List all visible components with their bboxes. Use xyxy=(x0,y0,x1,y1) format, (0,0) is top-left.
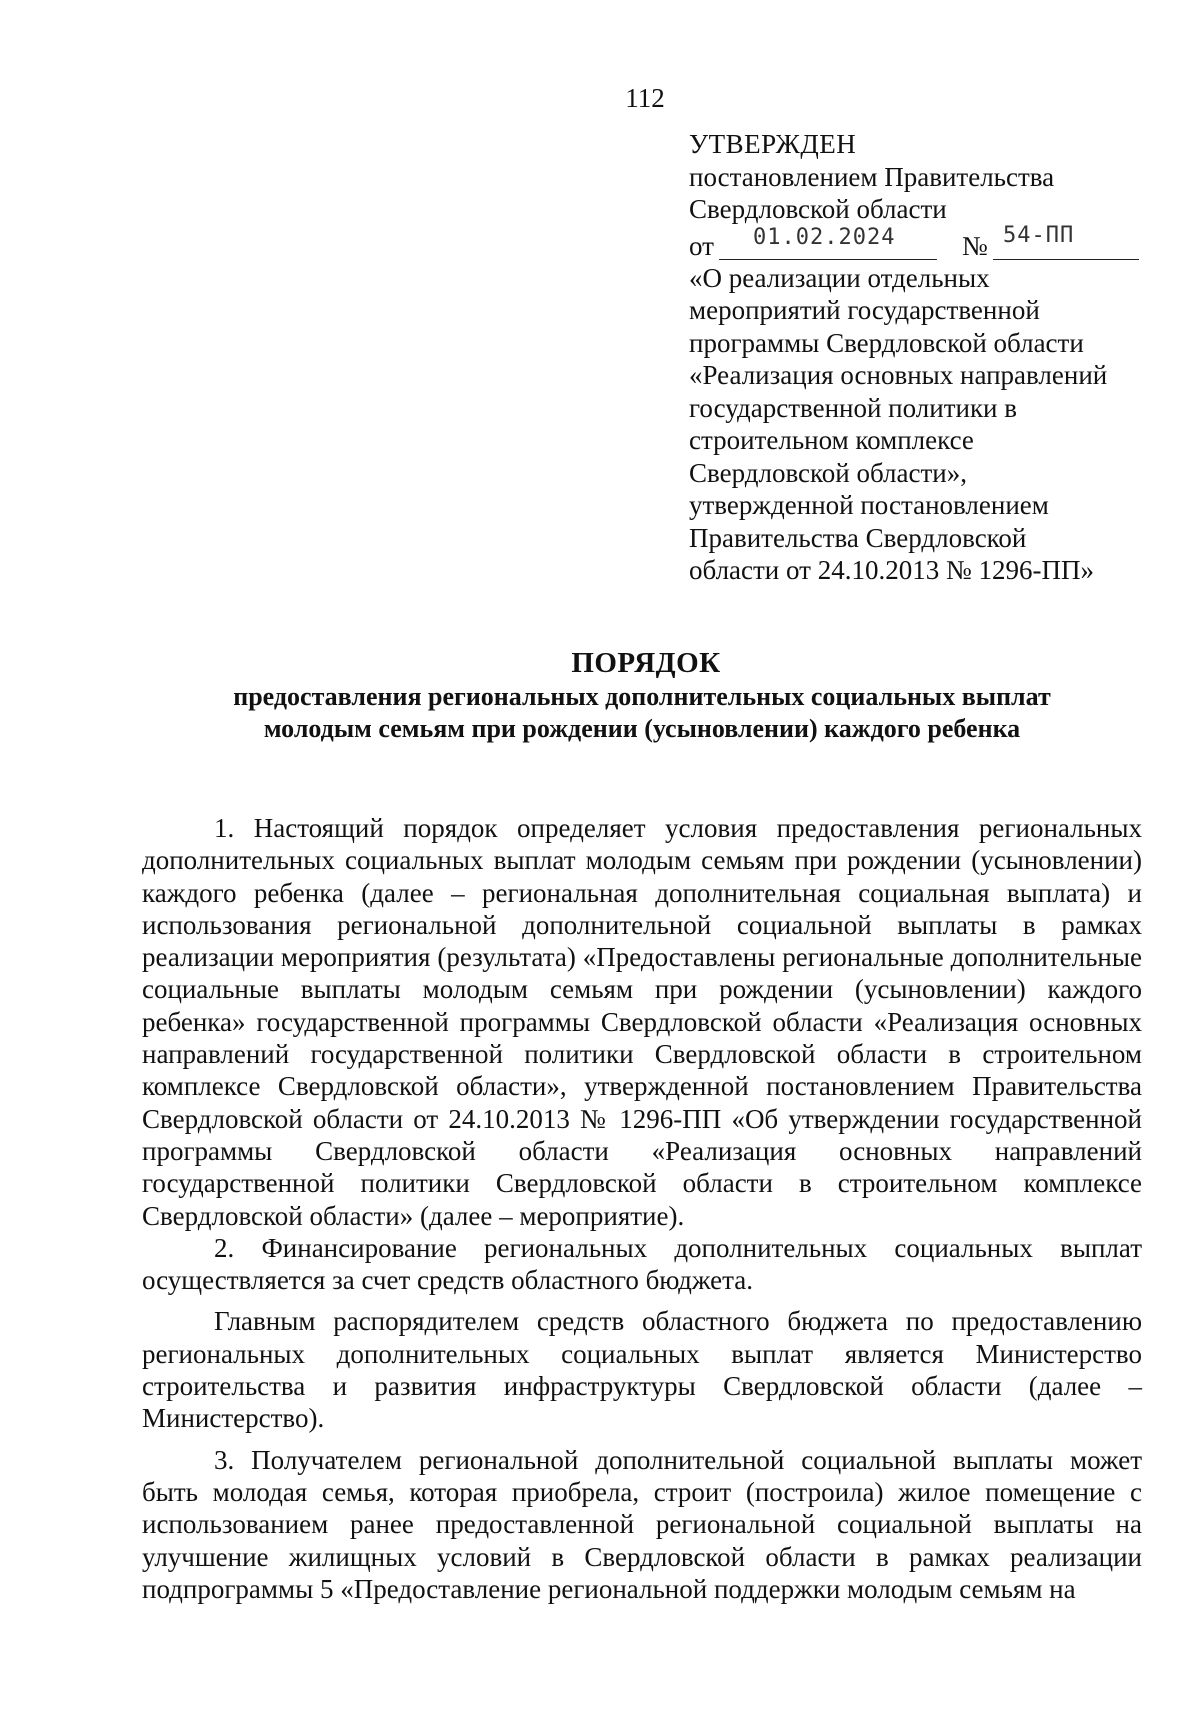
approved-heading: УТВЕРЖДЕН xyxy=(689,129,857,159)
document-title: ПОРЯДОК xyxy=(571,647,721,679)
subject-line: Правительства Свердловской xyxy=(689,522,1027,553)
subject-line: «О реализации отдельных xyxy=(689,262,990,293)
subject-line: утвержденной постановлением xyxy=(689,490,1049,520)
paragraph-4: 3. Получателем региональной дополнительной социальной выплаты может быть молодая семья, которая приобрела, строит (построила) жилое помещение с использованием ранее предоставленной региональной социальной выплаты на улучшение жилищных условий в Свердловской области в рамках реализации подпрограммы 5 «Предоставление региональной поддержки молодым семьям на xyxy=(142,1444,1142,1604)
subject-line: программы Свердловской области xyxy=(689,327,1084,358)
subject-line: государственной политики в xyxy=(689,392,1018,423)
paragraph-2: 2. Финансирование региональных дополнительных социальных выплат осуществляется за счет средств областного бюджета. xyxy=(142,1232,1142,1296)
paragraph-3: Главным распорядителем средств областного бюджета по предоставлению региональных дополнительных социальных выплат является Министерство строительства и развития инфраструктуры Свердловской области (далее – Министерство). xyxy=(142,1306,1142,1434)
subject-line: «Реализация основных направлений xyxy=(689,360,1108,390)
subject-line: Свердловской области», xyxy=(689,457,967,488)
number-field xyxy=(993,222,1139,260)
number-label: № xyxy=(962,230,988,261)
document-subtitle-line: предоставления региональных дополнительных социальных выплат xyxy=(233,682,1051,711)
decree-line: постановлением Правительства xyxy=(689,161,1055,192)
document-subtitle-line: молодым семьям при рождении (усыновлении) каждого ребенка xyxy=(263,714,1021,743)
page-number: 112 xyxy=(625,83,665,113)
paragraph-1: 1. Настоящий порядок определяет условия предоставления региональных дополнительных социальных выплат молодым семьям при рождении (усыновлении) каждого ребенка (далее – региональная дополнительная социальная выплата) и использования региональной дополнительной социальной выплаты в рамках реализации мероприятия (результата) «Предоставлены региональные дополнительные социальные выплаты молодым семьям при рождении (усыновлении) каждого ребенка» государственной программы Свердловской области «Реализация основных направлений государственной политики Свердловской области в строительном комплексе Свердловской области», утвержденной постановлением Правительства Свердловской области от 24.10.2013 № 1296-ПП «Об утверждении государственной программы Свердловской области «Реализация основных направлений государственной политики Свердловской области в строительном комплексе Свердловской области» (далее – мероприятие). xyxy=(142,813,1142,1231)
subject-line: области от 24.10.2013 № 1296-ПП» xyxy=(689,555,1094,585)
document-body xyxy=(142,812,1142,1605)
subject-line: строительном комплексе xyxy=(689,425,974,455)
number-value: 54-ПП xyxy=(1003,222,1075,248)
subject-line: мероприятий государственной xyxy=(689,295,1040,325)
date-value: 01.02.2024 xyxy=(753,224,896,250)
document-title-block xyxy=(142,645,1142,745)
approval-block xyxy=(689,128,1159,587)
date-field xyxy=(719,226,937,260)
from-label: от xyxy=(689,230,714,261)
decree-line: Свердловской области xyxy=(689,194,947,224)
date-number-row xyxy=(689,222,1159,262)
